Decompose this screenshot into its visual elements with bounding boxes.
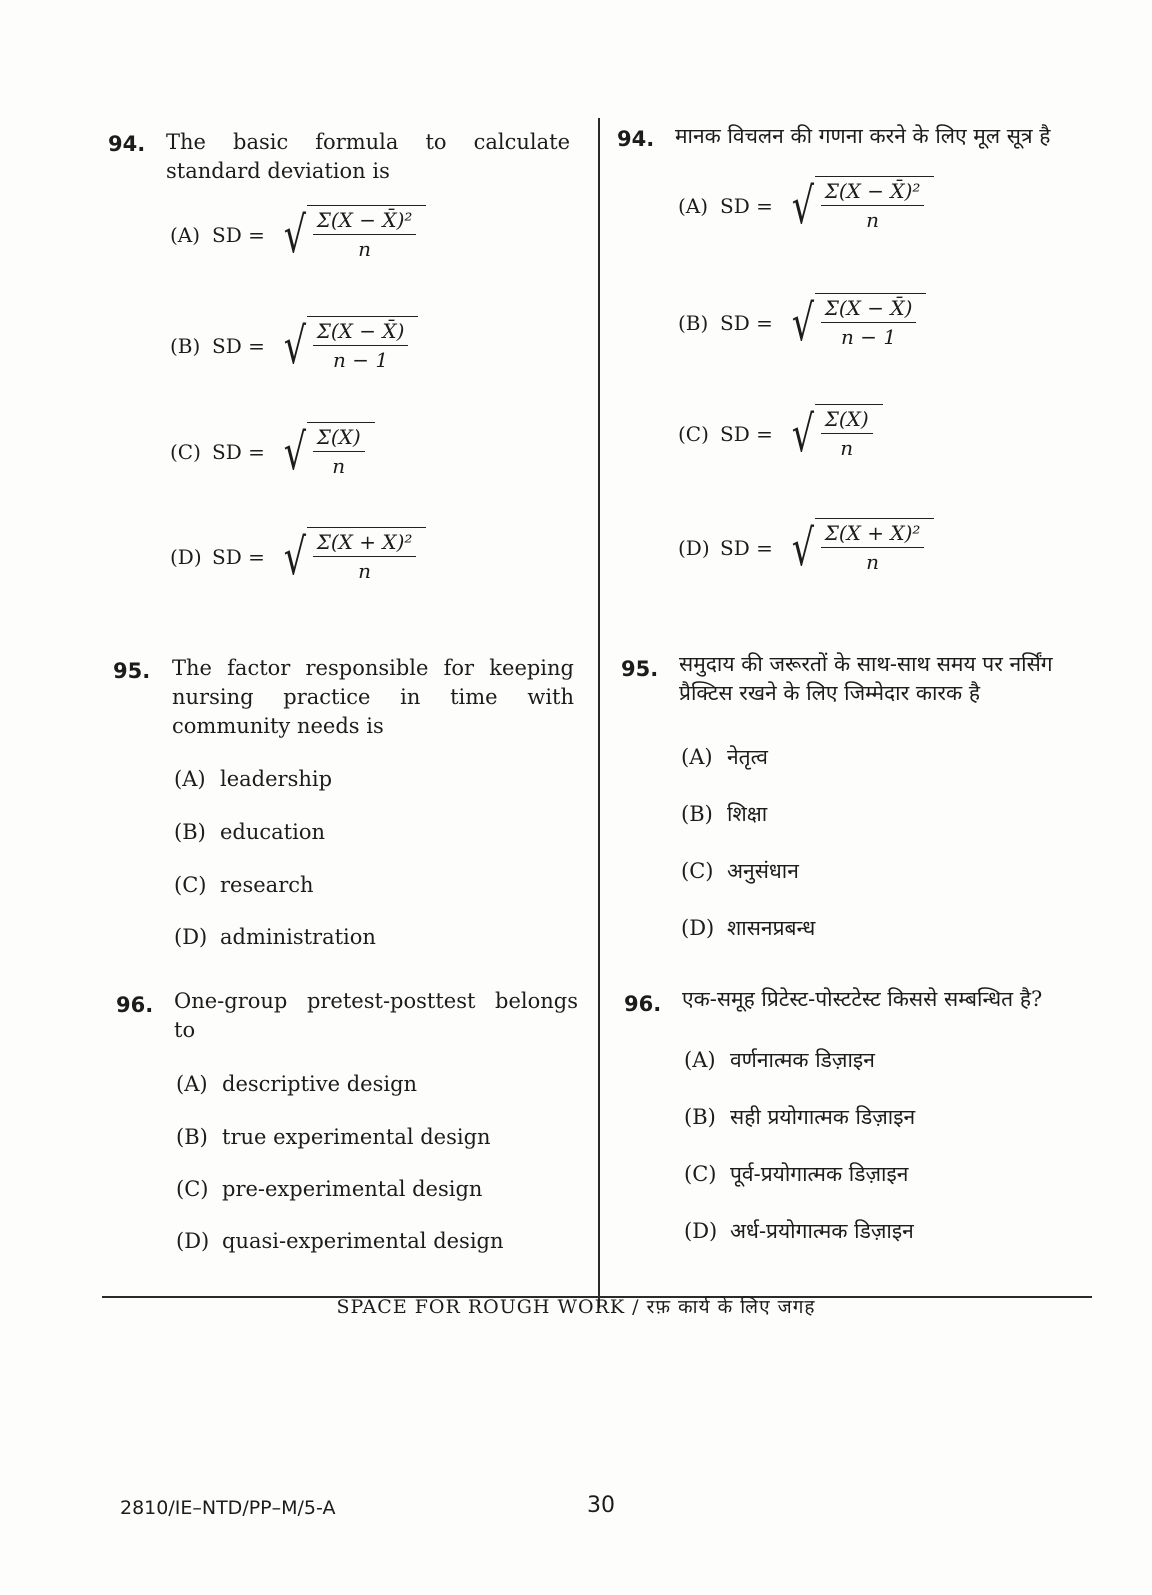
paper-code: 2810/IE–NTD/PP–M/5-A — [120, 1497, 336, 1519]
q96-number-en: 96. — [116, 993, 154, 1017]
q95-text-hi: समुदाय की जरूरतों के साथ-साथ समय पर नर्सिंग प्रैक्टिस रखने के लिए जिम्मेदार कारक है — [679, 652, 1053, 705]
q95-option-b-hi: (B) शिक्षा — [681, 802, 768, 826]
q96-option-c-hi: (C) पूर्व-प्रयोगात्मक डिज़ाइन — [684, 1162, 909, 1186]
q96-option-a-hi: (A) वर्णनात्मक डिज़ाइन — [684, 1048, 875, 1072]
q94-option-c-hi: (C) SD = √ $\frac{\Sigma(X)}{n}$ — [678, 404, 883, 464]
q94-option-d-en: (D) SD = √ $\frac{\text{Σ(X + X)²}}{n}$ — [170, 527, 426, 587]
q94-option-a-en: (A) SD = √ $\frac{\text{Σ(X − X̄)²}}{n}$ — [170, 205, 426, 265]
q96-option-a-en: (A) descriptive design — [176, 1072, 418, 1096]
column-divider — [598, 118, 600, 1308]
page-number: 30 — [587, 1493, 615, 1518]
q94-option-b-en: (B) SD = √ $\frac{\Sigma(X - X̄)}{n - 1}$ — [170, 316, 418, 376]
q95-number-hi: 95. — [621, 657, 659, 681]
q96-text-hi: एक-समूह प्रिटेस्ट-पोस्टटेस्ट किससे सम्बन्धित है? — [682, 987, 1043, 1011]
q95-number-en: 95. — [113, 659, 151, 683]
q96-option-c-en: (C) pre-experimental design — [176, 1177, 483, 1201]
q94-option-d-hi: (D) SD = √ $\frac{\text{Σ(X + X)²}}{n}$ — [678, 518, 934, 578]
q96-option-d-hi: (D) अर्ध-प्रयोगात्मक डिज़ाइन — [684, 1219, 914, 1243]
q94-number-en: 94. — [108, 132, 146, 156]
q94-text-hi: मानक विचलन की गणना करने के लिए मूल सूत्र है — [675, 124, 1051, 148]
q94-option-c-en: (C) SD = √ $\frac{\Sigma(X)}{n}$ — [170, 422, 375, 482]
q95-option-c-hi: (C) अनुसंधान — [681, 859, 799, 883]
q94-text-en: The basic formula to calculate standard deviation is — [166, 130, 570, 183]
q95-option-a-en: (A) leadership — [174, 767, 333, 791]
q94-option-a-hi: (A) SD = √ $\frac{\text{Σ(X − X̄)²}}{n}$ — [678, 176, 934, 236]
q95-option-c-en: (C) research — [174, 873, 314, 897]
q95-text-en: The factor responsible for keeping nursing practice in time with community needs is — [172, 656, 574, 738]
q94-option-b-hi: (B) SD = √ $\frac{\Sigma(X - X̄)}{n - 1}$ — [678, 293, 926, 353]
q95-option-d-en: (D) administration — [174, 925, 376, 949]
q96-text-en: One-group pretest-posttest belongs to — [174, 989, 578, 1042]
q94-number-hi: 94. — [617, 127, 655, 151]
q95-option-a-hi: (A) नेतृत्व — [681, 745, 768, 769]
q96-number-hi: 96. — [624, 992, 662, 1016]
q96-option-d-en: (D) quasi-experimental design — [176, 1229, 504, 1253]
q96-option-b-en: (B) true experimental design — [176, 1125, 491, 1149]
q95-option-d-hi: (D) शासनप्रबन्ध — [681, 916, 816, 940]
q95-option-b-en: (B) education — [174, 820, 325, 844]
q96-option-b-hi: (B) सही प्रयोगात्मक डिज़ाइन — [684, 1105, 916, 1129]
rough-work-note: SPACE FOR ROUGH WORK / रफ़ कार्य के लिए जगह — [336, 1296, 816, 1318]
